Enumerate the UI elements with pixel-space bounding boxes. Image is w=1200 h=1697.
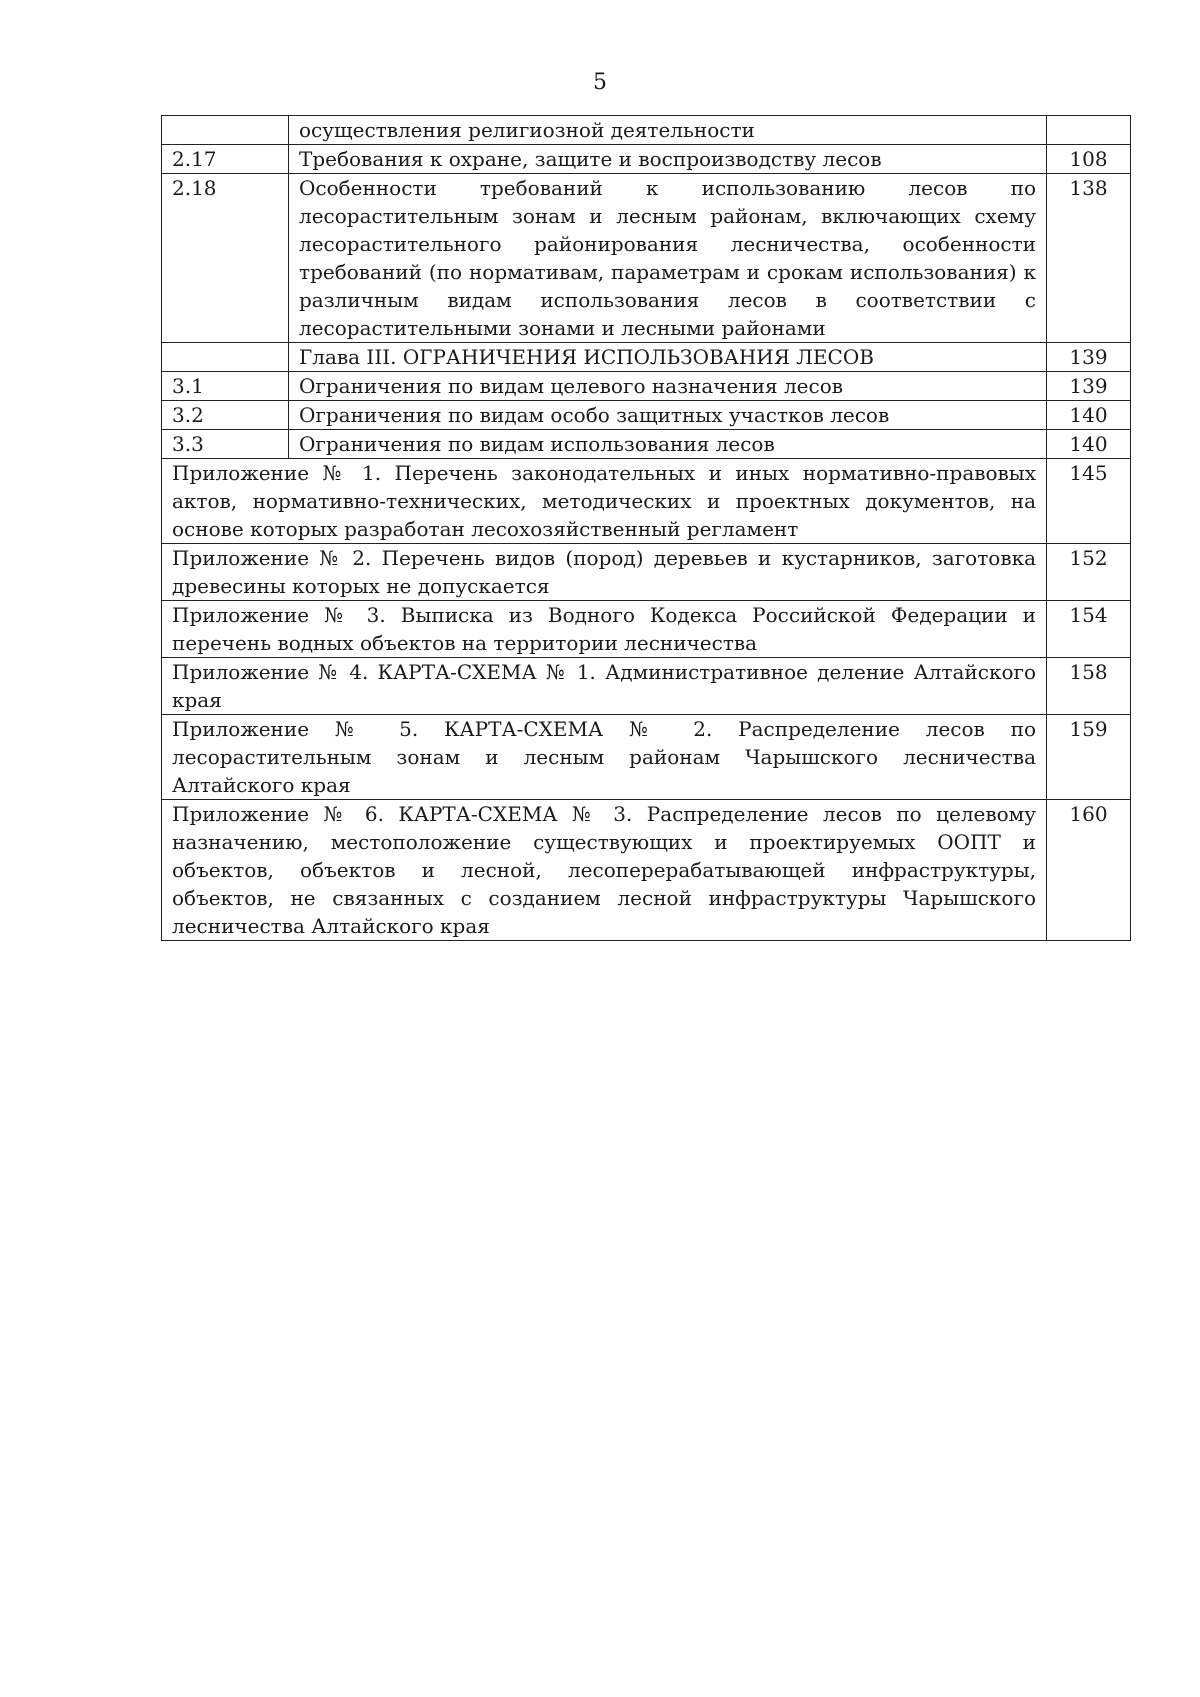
toc-row-3-3 — [162, 430, 1131, 459]
section-number: 3.1 — [162, 372, 289, 401]
page-ref: 140 — [1047, 430, 1131, 459]
page-ref: 160 — [1047, 800, 1131, 941]
page-ref: 152 — [1047, 544, 1131, 601]
section-number: 2.17 — [162, 145, 289, 174]
section-title: Ограничения по видам использования лесов — [289, 430, 1047, 459]
page-ref: 140 — [1047, 401, 1131, 430]
section-number — [162, 116, 289, 145]
page-ref: 154 — [1047, 601, 1131, 658]
page-ref: 145 — [1047, 459, 1131, 544]
section-title: Ограничения по видам целевого назначения лесов — [289, 372, 1047, 401]
toc-row-2-18 — [162, 174, 1131, 343]
toc-row-appendix-1 — [162, 459, 1131, 544]
toc-row-3-1 — [162, 372, 1131, 401]
page-ref: 159 — [1047, 715, 1131, 800]
appendix-title: Приложение № 5. КАРТА-СХЕМА № 2. Распределение лесов по лесорастительным зонам и лесным районам Чарышского лесничества Алтайского края — [162, 715, 1047, 800]
page-number: 5 — [593, 70, 607, 95]
section-title: Требования к охране, защите и воспроизводству лесов — [289, 145, 1047, 174]
section-number: 3.2 — [162, 401, 289, 430]
page-ref: 139 — [1047, 372, 1131, 401]
appendix-title: Приложение № 1. Перечень законодательных и иных нормативно-правовых актов, нормативно-технических, методических и проектных документов, на основе которых разработан лесохозяйственный регламент — [162, 459, 1047, 544]
page-ref: 158 — [1047, 658, 1131, 715]
toc-row-appendix-2 — [162, 544, 1131, 601]
chapter-title: Глава III. ОГРАНИЧЕНИЯ ИСПОЛЬЗОВАНИЯ ЛЕСОВ — [289, 343, 1047, 372]
page-ref: 138 — [1047, 174, 1131, 343]
section-title: Особенности требований к использованию лесов по лесорастительным зонам и лесным районам, включающих схему лесорастительного районирования лесничества, особенности требований (по нормативам, параметрам и срокам использования) к различным видам использования лесов в соответствии с лесорастительными зонами и лесными районами — [289, 174, 1047, 343]
appendix-title: Приложение № 2. Перечень видов (пород) деревьев и кустарников, заготовка древесины которых не допускается — [162, 544, 1047, 601]
toc-row-2-17 — [162, 145, 1131, 174]
appendix-title: Приложение № 6. КАРТА-СХЕМА № 3. Распределение лесов по целевому назначению, местоположение существующих и проектируемых ООПТ и объектов, объектов и лесной, лесоперерабатывающей инфраструктуры, объектов, не связанных с созданием лесной инфраструктуры Чарышского лесничества Алтайского края — [162, 800, 1047, 941]
section-number — [162, 343, 289, 372]
toc-row-appendix-6 — [162, 800, 1131, 941]
table-of-contents — [161, 115, 1131, 941]
section-number: 3.3 — [162, 430, 289, 459]
toc-row-appendix-4 — [162, 658, 1131, 715]
page-ref: 108 — [1047, 145, 1131, 174]
toc-row-chapter-3 — [162, 343, 1131, 372]
appendix-title: Приложение № 4. КАРТА-СХЕМА № 1. Административное деление Алтайского края — [162, 658, 1047, 715]
section-title: Ограничения по видам особо защитных участков лесов — [289, 401, 1047, 430]
toc-row-appendix-5 — [162, 715, 1131, 800]
section-number: 2.18 — [162, 174, 289, 343]
toc-row-religious-continuation — [162, 116, 1131, 145]
appendix-title: Приложение № 3. Выписка из Водного Кодекса Российской Федерации и перечень водных объектов на территории лесничества — [162, 601, 1047, 658]
section-title: осуществления религиозной деятельности — [289, 116, 1047, 145]
page-ref: 139 — [1047, 343, 1131, 372]
toc-row-3-2 — [162, 401, 1131, 430]
toc-row-appendix-3 — [162, 601, 1131, 658]
page-ref — [1047, 116, 1131, 145]
